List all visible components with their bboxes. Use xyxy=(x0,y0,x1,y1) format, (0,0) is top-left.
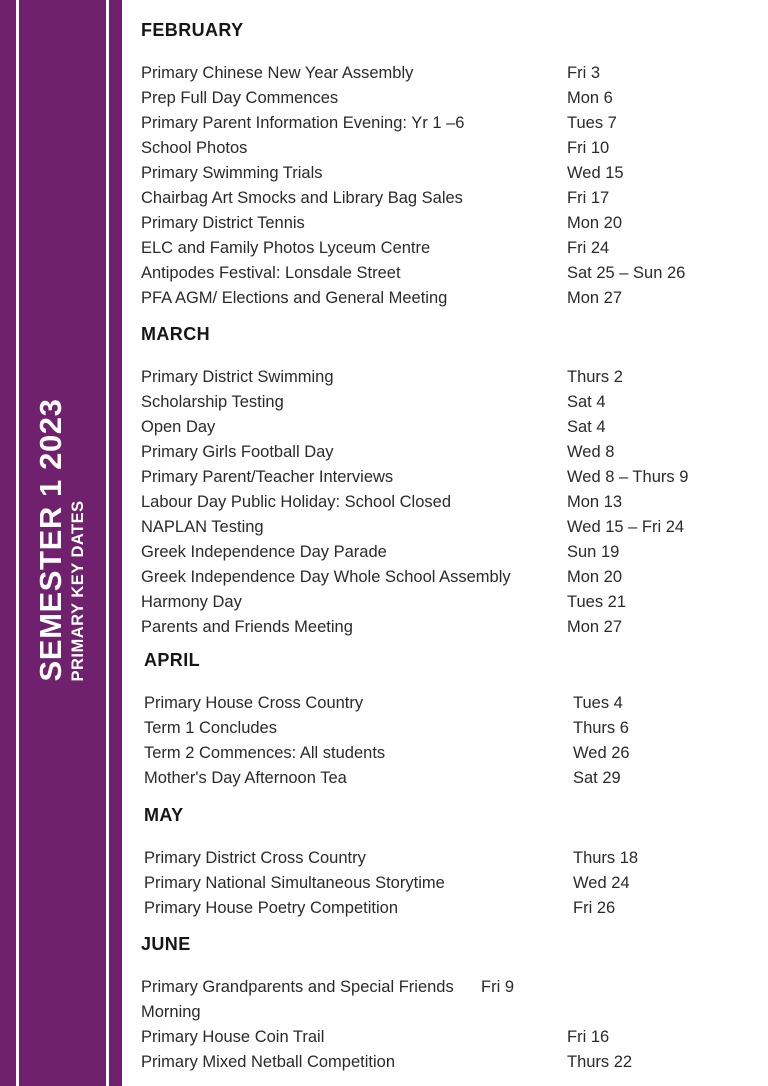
event-date: Wed 24 xyxy=(573,874,630,892)
sidebar-subtitle: PRIMARY KEY DATES xyxy=(68,500,87,682)
sidebar-rotated-stack xyxy=(32,398,87,682)
event-name: Primary District Swimming xyxy=(141,368,334,386)
heading-spacer xyxy=(141,345,753,365)
event-date: Thurs 2 xyxy=(567,368,623,386)
event-date: Fri 17 xyxy=(567,189,610,207)
event-row xyxy=(141,261,753,286)
event-date: Sat 4 xyxy=(567,418,606,436)
event-date: Wed 15 – Fri 24 xyxy=(567,518,685,536)
event-row xyxy=(144,691,756,716)
event-name: Prep Full Day Commences xyxy=(141,89,339,107)
event-name: Primary Girls Football Day xyxy=(141,443,334,461)
event-name: Primary District Tennis xyxy=(141,214,305,232)
month-heading-march: MARCH xyxy=(141,324,210,344)
event-date: Wed 15 xyxy=(567,164,624,182)
key-dates-content xyxy=(141,0,753,1086)
event-name: Greek Independence Day Parade xyxy=(141,543,387,561)
event-date: Mon 27 xyxy=(567,289,623,307)
event-date: Sun 19 xyxy=(567,543,620,561)
event-name: Primary Grandparents and Special Friends Morning xyxy=(141,978,454,1021)
event-name: Primary Parent Information Evening: Yr 1 –6 xyxy=(141,114,465,132)
event-row xyxy=(141,590,753,615)
month-section-february xyxy=(141,20,753,311)
event-row xyxy=(141,161,753,186)
sidebar-title: SEMESTER 1 2023 xyxy=(32,398,68,682)
event-name: Chairbag Art Smocks and Library Bag Sales xyxy=(141,189,463,207)
event-row xyxy=(144,846,756,871)
event-name: Primary Swimming Trials xyxy=(141,164,323,182)
event-name: Parents and Friends Meeting xyxy=(141,618,353,636)
event-row xyxy=(141,61,753,86)
event-row xyxy=(141,490,753,515)
event-name: Term 2 Commences: All students xyxy=(144,744,386,762)
event-date: Thurs 6 xyxy=(573,719,629,737)
event-date: Mon 13 xyxy=(567,493,623,511)
event-row xyxy=(141,136,753,161)
event-name: Scholarship Testing xyxy=(141,393,284,411)
event-row xyxy=(141,615,753,640)
month-heading-february: FEBRUARY xyxy=(141,20,244,40)
event-row xyxy=(141,975,753,1025)
event-date: Fri 3 xyxy=(567,64,600,82)
event-row xyxy=(141,86,753,111)
event-row xyxy=(141,415,753,440)
event-date: Sat 4 xyxy=(567,393,606,411)
event-date: Mon 6 xyxy=(567,89,613,107)
event-name: NAPLAN Testing xyxy=(141,518,264,536)
event-name: Mother's Day Afternoon Tea xyxy=(144,769,347,787)
event-date: Sat 29 xyxy=(573,769,621,787)
event-date: Wed 8 – Thurs 9 xyxy=(567,468,689,486)
heading-spacer xyxy=(144,826,756,846)
event-name: Primary Chinese New Year Assembly xyxy=(141,64,414,82)
event-name: Harmony Day xyxy=(141,593,242,611)
sidebar-banner xyxy=(0,0,122,1086)
event-name: Primary District Cross Country xyxy=(144,849,366,867)
event-row xyxy=(141,186,753,211)
event-row xyxy=(141,236,753,261)
month-heading-april: APRIL xyxy=(144,650,200,670)
month-heading-may: MAY xyxy=(144,805,184,825)
event-date: Tues 7 xyxy=(567,114,617,132)
event-row xyxy=(141,565,753,590)
event-row xyxy=(144,896,756,921)
event-row xyxy=(141,1050,753,1075)
event-date: Thurs 22 xyxy=(567,1053,633,1071)
event-name: ELC and Family Photos Lyceum Centre xyxy=(141,239,431,257)
month-section-june xyxy=(141,934,753,1075)
month-section-march xyxy=(141,324,753,640)
event-row xyxy=(144,766,756,791)
event-date: Mon 27 xyxy=(567,618,623,636)
event-list-april xyxy=(144,691,756,791)
event-row xyxy=(141,390,753,415)
event-date: Tues 4 xyxy=(573,694,623,712)
event-name: Primary National Simultaneous Storytime xyxy=(144,874,445,892)
event-date: Fri 24 xyxy=(567,239,610,257)
event-date: Fri 26 xyxy=(573,899,616,917)
event-date: Wed 26 xyxy=(573,744,630,762)
event-date: Mon 20 xyxy=(567,568,623,586)
heading-spacer xyxy=(141,955,753,975)
event-list-may xyxy=(144,846,756,921)
event-date: Thurs 18 xyxy=(573,849,639,867)
month-section-april xyxy=(144,650,756,791)
event-row xyxy=(141,465,753,490)
event-row xyxy=(144,871,756,896)
event-row xyxy=(144,716,756,741)
event-name: Greek Independence Day Whole School Assembly xyxy=(141,568,511,586)
event-date: Fri 10 xyxy=(567,139,610,157)
event-row xyxy=(141,440,753,465)
event-name: Primary House Coin Trail xyxy=(141,1028,325,1046)
event-row xyxy=(144,741,756,766)
event-name: PFA AGM/ Elections and General Meeting xyxy=(141,289,448,307)
event-list-march xyxy=(141,365,753,640)
event-date: Mon 20 xyxy=(567,214,623,232)
event-date: Tues 21 xyxy=(567,593,627,611)
event-name: Term 1 Concludes xyxy=(144,719,277,737)
event-name: Primary House Cross Country xyxy=(144,694,364,712)
event-date: Fri 16 xyxy=(567,1028,610,1046)
event-name: Labour Day Public Holiday: School Closed xyxy=(141,493,452,511)
event-name: Primary Mixed Netball Competition xyxy=(141,1053,396,1071)
event-date: Sat 25 – Sun 26 xyxy=(567,264,686,282)
event-row xyxy=(141,540,753,565)
event-name: Open Day xyxy=(141,418,216,436)
month-section-may xyxy=(144,805,756,921)
event-name: Primary Parent/Teacher Interviews xyxy=(141,468,394,486)
heading-spacer xyxy=(141,41,753,61)
event-row xyxy=(141,515,753,540)
event-row xyxy=(141,111,753,136)
event-list-february xyxy=(141,61,753,311)
event-list-june xyxy=(141,975,753,1075)
event-date: Wed 8 xyxy=(567,443,615,461)
event-row xyxy=(141,286,753,311)
event-name: Antipodes Festival: Lonsdale Street xyxy=(141,264,401,282)
heading-spacer xyxy=(144,671,756,691)
event-name: School Photos xyxy=(141,139,248,157)
event-row xyxy=(141,1025,753,1050)
sidebar-text-group xyxy=(0,0,122,1086)
event-name: Primary House Poetry Competition xyxy=(144,899,399,917)
event-row xyxy=(141,365,753,390)
event-date: Fri 9 xyxy=(481,978,514,996)
event-row xyxy=(141,211,753,236)
month-heading-june: JUNE xyxy=(141,934,191,954)
